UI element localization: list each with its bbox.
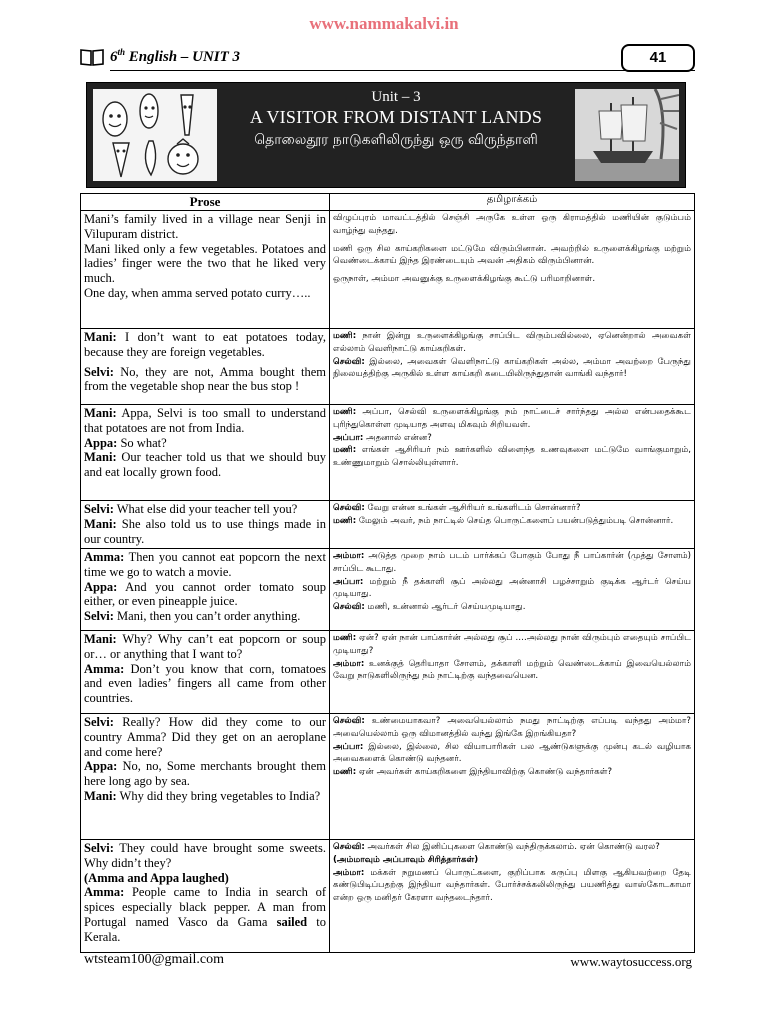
table-header-row (81, 194, 695, 211)
line (84, 715, 326, 759)
line (333, 406, 691, 432)
line (84, 609, 326, 624)
english-cell (81, 631, 330, 714)
header-rule (110, 70, 695, 71)
line (84, 841, 326, 871)
vegetables-illustration (93, 89, 217, 181)
bold-word: sailed (276, 914, 308, 929)
english-cell (81, 405, 330, 501)
line (333, 854, 691, 867)
line-text: அடுத்த முறை நாம் படம் பார்க்கப் போகும் போது நீ பாப்கார்ன் (முத்து சோளம்) சாப்பிட கூடாது. (333, 551, 691, 574)
stage-direction: (அம்மாவும் அப்பாவும் சிரித்தார்கள்) (333, 854, 479, 865)
speaker: Appa: (84, 435, 118, 450)
line-text: எங்கள் ஆசிரியர் நம் ஊர்களில் விளைந்த உணவுகளை மட்டுமே வாங்குமாறும், உண்ணுமாறும் சொல்லியுள்ளார். (333, 445, 691, 469)
line-text: She also told us to use things made in our country. (84, 516, 326, 546)
line-text: அதனால் என்ன? (363, 432, 432, 443)
english-cell (81, 501, 330, 549)
line-text: மணி ஒரு சில காய்கறிகளை மட்டுமே விரும்பினான். அவற்றில் உருளைக்கிழங்கு மற்றும் வெண்டைக்காய் இந்த இரண்டையும் அவன் அதிகம் விரும்பினான். (333, 243, 691, 267)
site-url[interactable]: www.nammakalvi.in (309, 14, 459, 33)
speaker: மணி: (333, 407, 357, 417)
line (84, 759, 326, 789)
line-text: People came to India in search of spices especially black pepper. A man from Portugal named Vasco da Gama (84, 885, 326, 929)
speaker: செல்வி: (333, 602, 365, 613)
dialogue-table (80, 193, 695, 953)
column-header-tamil: தமிழாக்கம் (330, 194, 695, 211)
stage-direction: (Amma and Appa laughed) (84, 870, 229, 885)
table-row (81, 840, 695, 953)
line (333, 632, 691, 658)
line-text: அவர்கள் சில இனிப்புகளை கொண்டு வந்திருக்கலாம். ஏன் கொண்டு வரல? (364, 842, 660, 852)
tamil-cell (330, 405, 695, 501)
english-cell (81, 714, 330, 840)
line (84, 212, 326, 242)
speaker: Mani: (84, 788, 117, 803)
speaker: அப்பா: (333, 576, 364, 587)
line (84, 436, 326, 451)
line (333, 715, 691, 741)
line (333, 576, 691, 602)
line (84, 330, 326, 360)
line-text: Mani, then you can’t order anything. (113, 609, 301, 624)
line-text: ஒருநாள், அம்மா அவனுக்கு உருளைக்கிழங்கு கூட்டு பரிமாறினாள். (333, 274, 596, 285)
line-text: இல்லை, இல்லை, சில வியாபாரிகள் பல ஆண்டுகளுக்கு முன்பு கடல் வழியாக அவைகளைக் கொண்டு வந்தனர். (333, 741, 691, 765)
english-cell (81, 329, 330, 405)
header-title-text: English – UNIT 3 (125, 49, 241, 65)
line-text: Don’t you know that corn, tomatoes and even ladies’ fingers all came from other countries. (84, 661, 326, 706)
line (84, 662, 326, 706)
line (84, 517, 326, 547)
line (84, 580, 326, 610)
line-text: One day, when amma served potato curry….. (84, 285, 311, 300)
speaker: Selvi: (84, 609, 114, 624)
line (84, 885, 326, 944)
speaker: Mani: (84, 516, 117, 531)
line (84, 502, 326, 517)
speaker: மணி: (333, 767, 357, 778)
unit-number: Unit – 3 (371, 89, 421, 105)
grade-number: 6 (110, 49, 118, 65)
line-text: இல்லை, அவைகள் வெளிநாட்டு காய்கறிகள் அல்ல, அம்மா அவற்றை பேருந்து நிலையத்திற்கு அருகில் உள்ள காய்கறி கடையிலிருந்துதான் வாங்கி வந்தார்! (333, 356, 691, 380)
line-text: Why? Why can’t eat popcorn or soup or… or anything that I want to? (84, 632, 326, 661)
line (333, 444, 691, 470)
table-row (81, 631, 695, 714)
footer-email[interactable]: wtsteam100@gmail.com (84, 952, 225, 967)
speaker: செல்வி: (333, 716, 365, 726)
tamil-cell (330, 631, 695, 714)
speaker: செல்வி: (333, 503, 365, 513)
footer-website[interactable]: www.waytosuccess.org (570, 954, 692, 969)
line (333, 741, 691, 767)
unit-title: A VISITOR FROM DISTANT LANDS (249, 107, 543, 127)
line-text: Appa, Selvi is too small to understand that potatoes are not from India. (84, 406, 326, 435)
line-text: மக்கள் நறுமணப் பொருட்களை, குறிப்பாக கருப்பு மிளகு ஆகியவற்றை தேடி கண்டுபிடிப்பதற்கு இந்தியா வந்தார்கள். போர்ச்சக்கலிலிருந்து பயணித்து வாஸ்கோடகாமா என்ற ஒரு மனிதர் கேரளா வந்தடைந்தார். (333, 867, 691, 904)
speaker: அம்மா: (333, 867, 365, 878)
speaker: அம்மா: (333, 658, 365, 669)
line (333, 356, 691, 382)
line (84, 632, 326, 662)
column-header-prose: Prose (81, 194, 330, 211)
line (333, 515, 691, 528)
speaker: அம்மா: (333, 551, 365, 561)
speaker: Amma: (84, 661, 125, 676)
header-title (110, 47, 240, 66)
tamil-cell (330, 549, 695, 631)
speaker: Mani: (84, 330, 117, 344)
line-text: மேலும் அவர், நம் நாட்டில் செய்த பொருட்களைப் பயன்படுத்தும்படி சொன்னார். (356, 515, 674, 526)
speaker: Appa: (84, 759, 118, 774)
line (333, 867, 691, 905)
speaker: Selvi: (84, 841, 114, 855)
line (84, 450, 326, 480)
line-text: உண்மையாகவா? அவையெல்லாம் நமது நாட்டிற்கு எப்படி வந்தது அம்மா? அவையெல்லாம் ஒரு விமானத்தில் வந்து இங்கே இறங்கியதா? (333, 716, 691, 739)
tamil-cell (330, 501, 695, 549)
ships-illustration (575, 89, 679, 181)
line (333, 330, 691, 356)
table-row (81, 714, 695, 840)
english-cell (81, 211, 330, 329)
page-header (80, 44, 695, 74)
line (333, 658, 691, 684)
line (333, 212, 691, 238)
line-text: No, they are not, Amma bought them from the vegetable shop near the bus stop ! (84, 364, 326, 394)
table-row (81, 405, 695, 501)
line (333, 841, 691, 854)
line (333, 243, 691, 269)
table-row (81, 329, 695, 405)
line-text: நான் இன்று உருளைக்கிழங்கு சாப்பிட விரும்பவில்லை, ஏனென்றால் அவைகள் எல்லாம் வெளிநாட்டு காய்கறிகள். (333, 331, 691, 354)
line (333, 550, 691, 576)
speaker: மணி: (333, 633, 357, 643)
line-text: I don’t want to eat potatoes today, because they are foreign vegetables. (84, 330, 326, 359)
speaker: Mani: (84, 632, 117, 646)
tamil-cell (330, 211, 695, 329)
grade-suffix: th (117, 47, 126, 57)
line-text: Then you cannot eat popcorn the next time we go to watch a movie. (84, 550, 326, 579)
line-text: Mani’s family lived in a village near Senji in Vilupuram district. (84, 212, 326, 241)
line (84, 789, 326, 804)
banner-title-block (223, 83, 569, 187)
line-text: What else did your teacher tell you? (113, 502, 298, 516)
line-text: Why did they bring vegetables to India? (116, 788, 321, 803)
book-icon (80, 48, 104, 66)
speaker: செல்வி: (333, 842, 365, 852)
line (84, 365, 326, 395)
line-text-after: to Kerala. (84, 914, 326, 944)
speaker: மணி: (333, 515, 357, 526)
line-text: மணி, உன்னால் ஆர்டர் செய்யமுடியாது. (364, 602, 526, 613)
speaker: Amma: (84, 550, 125, 564)
speaker: அப்பா: (333, 432, 364, 443)
unit-title-tamil: தொலைதூர நாடுகளிலிருந்து ஒரு விருந்தாளி (254, 132, 538, 148)
line-text: ஏன்? ஏன் நான் பாப்கார்ன் அல்லது சூப் ….அல்லது நான் விரும்பும் எதையும் சாப்பிட முடியாது? (333, 633, 691, 656)
speaker: Selvi: (84, 715, 114, 729)
line-text: மற்றும் நீ தக்காளி சூப் அல்லது அன்னாசி பழச்சாறும் குடிக்க ஆர்டர் செய்ய முடியாது. (333, 576, 691, 600)
line-text: And you cannot order tomato soup either, or even pineapple juice. (84, 579, 326, 609)
table-row (81, 211, 695, 329)
line (84, 242, 326, 286)
table-row (81, 501, 695, 549)
line-text: அப்பா, செல்வி உருளைக்கிழங்கு நம் நாட்டைச் சார்ந்தது அல்ல என்பதைக்கூட புரிந்துகொள்ள முடியாத அளவு மிகவும் சிறியவள். (333, 407, 691, 430)
tamil-cell (330, 714, 695, 840)
line-text: Really? How did they come to our country Amma? Did they get on an aeroplane and come here? (84, 715, 326, 759)
speaker: Selvi: (84, 502, 114, 516)
line (84, 550, 326, 580)
line-text: Our teacher told us that we should buy and eat locally grown food. (84, 450, 326, 480)
line-text: No, no, Some merchants brought them here long ago by sea. (84, 759, 326, 789)
line-text: ஏன் அவர்கள் காய்கறிகளை இந்தியாவிற்கு கொண்டு வந்தார்கள்? (356, 767, 613, 778)
line (333, 273, 691, 286)
speaker: செல்வி: (333, 356, 365, 367)
table-row (81, 549, 695, 631)
speaker: Selvi: (84, 364, 114, 379)
line-text: உனக்குத் தெரியாதா சோளம், தக்காளி மற்றும் வெண்டைக்காய் இவையெல்லாம் வேறு நாடுகளிலிருந்து நம் நாட்டிற்கு வந்தவையென. (333, 658, 691, 682)
tamil-cell (330, 840, 695, 953)
speaker: Appa: (84, 579, 118, 594)
speaker: அப்பா: (333, 741, 364, 752)
line (333, 502, 691, 515)
line (84, 286, 326, 301)
speaker: Mani: (84, 406, 117, 420)
line (333, 601, 691, 614)
speaker: மணி: (333, 331, 357, 341)
line-text: விழுப்புரம் மாவட்டத்தில் செஞ்சி அருகே உள்ள ஒரு கிராமத்தில் மணியின் குடும்பம் வாழ்ந்து வந்தது. (333, 213, 691, 236)
tamil-cell (330, 329, 695, 405)
speaker: Mani: (84, 450, 117, 465)
line-text: So what? (117, 435, 167, 450)
english-cell (81, 549, 330, 631)
line-text: They could have brought some sweets. Why didn’t they? (84, 841, 326, 870)
unit-banner (86, 82, 686, 188)
speaker: Amma: (84, 885, 125, 900)
line (84, 871, 326, 886)
line (84, 406, 326, 436)
line-text: வேறு என்ன உங்கள் ஆசிரியர் உங்களிடம் சொன்னார்? (364, 503, 581, 513)
line (333, 766, 691, 779)
line-text: Mani liked only a few vegetables. Potatoes and ladies’ finger were the two that he liked very much. (84, 241, 326, 286)
page-number: 41 (621, 44, 695, 72)
speaker: மணி: (333, 445, 357, 456)
line (333, 432, 691, 445)
english-cell (81, 840, 330, 953)
